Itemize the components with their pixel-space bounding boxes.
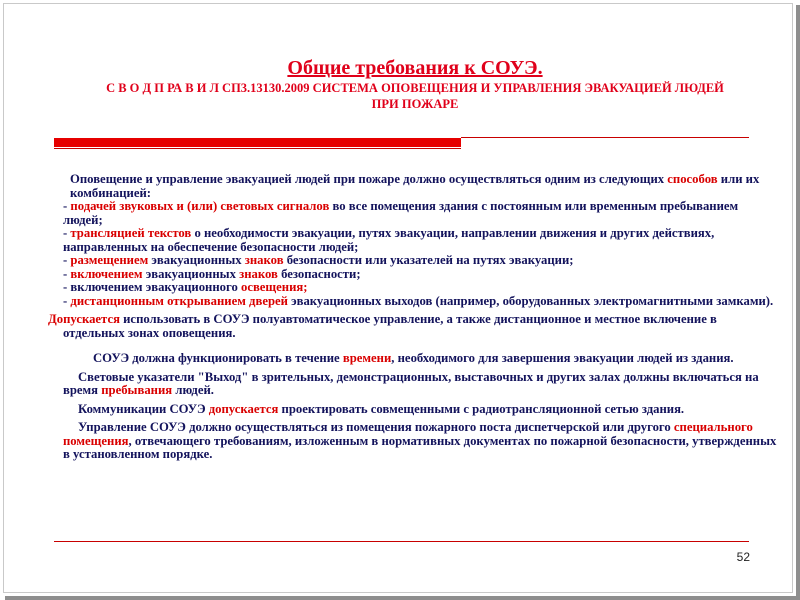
highlight: способов bbox=[667, 172, 718, 186]
footer-divider bbox=[54, 541, 749, 542]
highlight: освещения; bbox=[240, 280, 308, 294]
title-divider-thick bbox=[54, 138, 461, 147]
frame-shadow-right bbox=[796, 5, 800, 600]
highlight: Допускается bbox=[48, 312, 120, 326]
paragraph-exit-signs: Световые указатели "Выход" в зрительных, демонстрационных, выставочных и других залах должны включаться на время пребывания людей. bbox=[63, 369, 759, 397]
list-item: - дистанционным открыванием дверей эвакуационных выходов (например, оборудованных электромагнитными замками). bbox=[63, 293, 774, 308]
methods-block bbox=[48, 173, 778, 308]
slide-subtitle: С В О Д П РА В И Л СП3.13130.2009 СИСТЕМА ОПОВЕЩЕНИЯ И УПРАВЛЕНИЯ ЭВАКУАЦИЕЙ ЛЮДЕЙ ПРИ ПОЖАРЕ bbox=[106, 81, 724, 111]
highlight: включением bbox=[70, 266, 143, 281]
slide-body bbox=[48, 173, 778, 462]
highlight: трансляцией текстов bbox=[70, 226, 192, 240]
intro-paragraph: Оповещение и управление эвакуацией людей при пожаре должно осуществляться одним из следующих способов или их комбинацией: bbox=[70, 172, 760, 200]
highlight: пребывания bbox=[101, 383, 173, 397]
page-number: 52 bbox=[736, 550, 750, 564]
highlight: подачей звуковых и (или) световых сигналов bbox=[70, 199, 330, 213]
highlight: времени bbox=[342, 351, 392, 365]
frame-shadow-bottom bbox=[5, 596, 800, 600]
highlight: допускается bbox=[208, 401, 279, 416]
list-item: - трансляцией текстов о необходимости эвакуации, путях эвакуации, направлении движения и других действиях, направленных на обеспечение безопасности людей; bbox=[63, 226, 715, 254]
list-item: - подачей звуковых и (или) световых сигналов во все помещения здания с постоянным или временным пребыванием людей; bbox=[63, 199, 739, 227]
list-item: - включением эвакуационных знаков безопасности; bbox=[63, 266, 361, 281]
slide-title: Общие требования к СОУЭ. bbox=[287, 57, 543, 79]
list-item: - размещением эвакуационных знаков безопасности или указателей на путях эвакуации; bbox=[63, 253, 574, 267]
paragraph-communications: Коммуникации СОУЭ допускается проектировать совмещенными с радиотрансляционной сетью здания. bbox=[78, 401, 685, 416]
highlight: знаков bbox=[244, 253, 284, 267]
list-item: - включением эвакуационного освещения; bbox=[63, 280, 308, 294]
highlight: специального помещения bbox=[63, 420, 753, 448]
highlight: дистанционным открыванием дверей bbox=[70, 293, 288, 308]
highlight: размещением bbox=[70, 253, 149, 267]
highlight: знаков bbox=[239, 266, 278, 281]
title-divider-underline bbox=[54, 148, 461, 149]
title-divider-thin bbox=[461, 137, 749, 138]
paragraph-duration: СОУЭ должна функционировать в течение времени, необходимого для завершения эвакуации людей из здания. bbox=[93, 351, 734, 365]
paragraph-control: Управление СОУЭ должно осуществляться из помещения пожарного поста диспетчерской или другого специального помещения, отвечающего требованиям, изложенным в нормативных документах по пожарной безопасности, утвержденных в установленном порядке. bbox=[63, 420, 777, 461]
allowed-paragraph: Допускается использовать в СОУЭ полуавтоматическое управление, а также дистанционное и местное включение в отдельных зонах оповещения. bbox=[48, 312, 717, 340]
